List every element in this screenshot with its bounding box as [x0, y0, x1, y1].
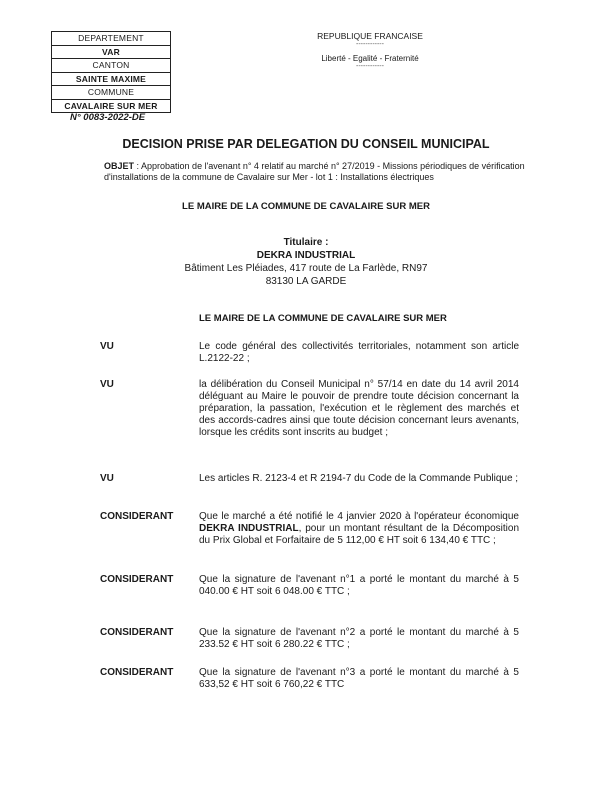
considerant-text-1-before: Que le marché a été notifié le 4 janvier 2020 à l'opérateur économique [199, 511, 519, 522]
vu-text-2: la délibération du Conseil Municipal n° 57/14 en date du 14 avril 2014 déléguant au Maire le pouvoir de prendre toute décision concernant la préparation, la passation, l'exécution et le règlement des marchés et des accords-cadres ainsi que toute décision concernant leurs avenants, lorsque les crédits sont inscrits au budget ; [199, 379, 519, 438]
header-departement-value: VAR [52, 46, 170, 60]
header-separator-top: ------------ [356, 41, 384, 48]
maire-heading-1: LE MAIRE DE LA COMMUNE DE CAVALAIRE SUR MER [182, 201, 430, 212]
objet-text: : Approbation de l'avenant n° 4 relatif au marché n° 27/2019 - Missions périodiques de vérification d'installations de la commune de Cavalaire sur Mer - lot 1 : Installations électriques [104, 161, 525, 182]
titulaire-name: DEKRA INDUSTRIAL [256, 250, 356, 261]
header-commune-value: CAVALAIRE SUR MER [64, 100, 158, 111]
header-canton-label: CANTON [52, 59, 170, 73]
considerant-text-1-company: DEKRA INDUSTRIAL [199, 523, 299, 534]
considerant-label-4: CONSIDERANT [100, 667, 174, 678]
titulaire-label: Titulaire : [283, 237, 329, 248]
titulaire-address-line-1: Bâtiment Les Pléiades, 417 route de La Farlède, RN97 [184, 263, 428, 274]
considerant-label-2: CONSIDERANT [100, 574, 174, 585]
considerant-label-3: CONSIDERANT [100, 627, 174, 638]
vu-text-1: Le code général des collectivités territoriales, notamment son article L.2122-22 ; [199, 341, 519, 364]
header-canton-value: SAINTE MAXIME [52, 73, 170, 87]
republique-label: REPUBLIQUE FRANCAISE [317, 31, 423, 41]
vu-label-2: VU [100, 379, 114, 390]
vu-label-1: VU [100, 341, 114, 352]
vu-label-3: VU [100, 473, 114, 484]
titulaire-block [0, 236, 612, 288]
republique-header [300, 31, 440, 71]
vu-text-3: Les articles R. 2123-4 et R 2194-7 du Code de la Commande Publique ; [199, 473, 519, 484]
considerant-text-1-after: , pour un montant résultant de la Décomposition du Prix Global et Forfaitaire de 5 112,00 € HT soit 6 134,40 € TTC ; [199, 523, 519, 546]
header-separator-bottom: ------------ [356, 63, 384, 70]
considerant-text-2: Que la signature de l'avenant n°1 a porté le montant du marché à 5 040.00 € HT soit 6 048.00 € TTC ; [199, 574, 519, 597]
considerant-text-4: Que la signature de l'avenant n°3 a porté le montant du marché à 5 633,52 € HT soit 6 760,22 € TTC [199, 667, 519, 690]
titulaire-address-line-2: 83130 LA GARDE [265, 276, 347, 287]
document-title: DECISION PRISE PAR DELEGATION DU CONSEIL MUNICIPAL [122, 137, 490, 151]
republique-motto: Liberté - Egalité - Fraternité [321, 54, 419, 63]
header-commune-label: COMMUNE [52, 86, 170, 100]
decision-reference: N° 0083-2022-DE [70, 112, 146, 123]
header-departement-label: DEPARTEMENT [52, 32, 170, 46]
administrative-header-box [51, 31, 171, 113]
maire-heading-2: LE MAIRE DE LA COMMUNE DE CAVALAIRE SUR MER [199, 313, 447, 324]
objet-label: OBJET [104, 161, 135, 171]
considerant-text-1 [199, 511, 519, 547]
considerant-label-1: CONSIDERANT [100, 511, 174, 522]
considerant-text-3: Que la signature de l'avenant n°2 a porté le montant du marché à 5 233.52 € HT soit 6 280.22 € TTC ; [199, 627, 519, 650]
objet-paragraph [104, 161, 534, 183]
